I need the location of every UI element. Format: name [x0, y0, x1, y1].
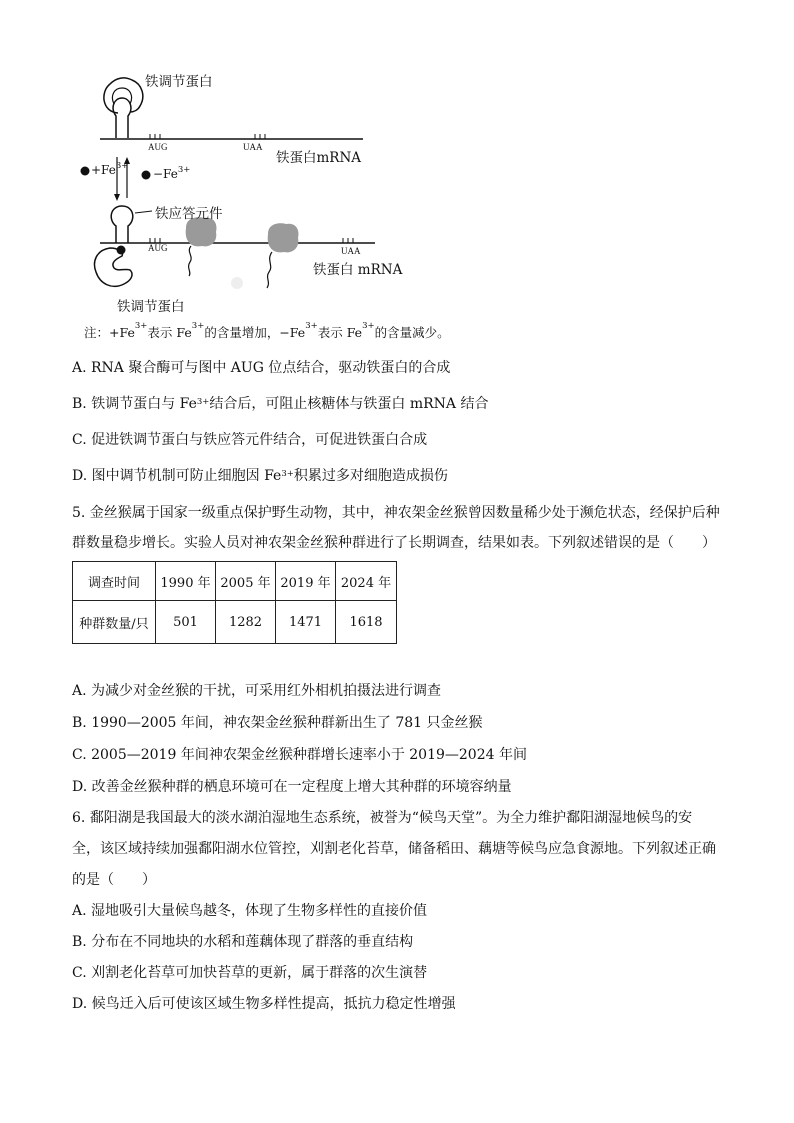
top-regulatory-protein-shape	[104, 78, 143, 113]
bottom-protein-label: 铁调节蛋白	[117, 299, 185, 315]
q6-option-b: B. 分布在不同地块的水稻和莲藕体现了群落的垂直结构	[72, 934, 414, 950]
top-uaa-label: UAA	[243, 142, 263, 152]
table-cell: 1618	[336, 601, 397, 644]
ire-label: 铁应答元件	[155, 206, 223, 222]
q6-stem-line1: 6. 鄱阳湖是我国最大的淡水湖泊湿地生态系统，被誉为“候鸟天堂”。为全力维护鄱阳湖湿地候鸟的安	[72, 810, 693, 826]
plus-fe-label: $+Fe^{3+}$	[91, 161, 129, 177]
table-cell: 501	[156, 601, 216, 644]
table-cell: 1471	[276, 601, 336, 644]
q5-stem-line2: 群数量稳步增长。实验人员对神农架金丝猴种群进行了长期调查，结果如表。下列叙述错误的是（ ）	[72, 535, 716, 551]
bottom-aug-label: AUG	[148, 243, 168, 253]
bottom-hairpin-loop	[111, 206, 133, 243]
q5-option-a: A. 为减少对金丝猴的干扰，可采用红外相机拍摄法进行调查	[72, 683, 442, 699]
q6-stem-line2: 全，该区域持续加强鄱阳湖水位管控，刈割老化苔草，储备稻田、藕塘等候鸟应急食源地。下列叙述正确	[72, 841, 716, 857]
q6-option-a: A. 湿地吸引大量候鸟越冬，体现了生物多样性的直接价值	[72, 903, 428, 919]
q5-stem-line1: 5. 金丝猴属于国家一级重点保护野生动物，其中，神农架金丝猴曾因数量稀少处于濒危状态，经保护后种	[72, 505, 720, 521]
top-protein-label: 铁调节蛋白	[145, 74, 213, 90]
q4-option-c: C. 促进铁调节蛋白与铁应答元件结合，可促进铁蛋白合成	[72, 432, 428, 448]
table-cell: 调查时间	[73, 562, 156, 601]
ribosome-2	[267, 223, 299, 288]
table-header-row	[73, 562, 397, 601]
top-aug-label: AUG	[148, 142, 168, 152]
diagram-note: 注：$+Fe^{3+}$表示 $Fe^{3+}$的含量增加，$-Fe^{3+}$表示 $Fe^{3+}$的含量减少。	[84, 321, 450, 340]
iron-bound-dot	[117, 246, 126, 255]
table-cell: 2024 年	[336, 562, 397, 601]
top-hairpin-loop	[113, 98, 131, 138]
q6-stem-line3: 的是（ ）	[72, 872, 156, 888]
table-cell: 2005 年	[216, 562, 276, 601]
table-cell: 2019 年	[276, 562, 336, 601]
q5-option-c: C. 2005—2019 年间神农架金丝猴种群增长速率小于 2019—2024 年间	[72, 747, 527, 763]
table-cell: 种群数量/只	[73, 601, 156, 644]
iron-dot-plus	[81, 167, 90, 176]
top-mrna-label: 铁蛋白mRNA	[276, 150, 362, 166]
iron-dot-minus	[142, 171, 151, 180]
q4-option-a: A. RNA 聚合酶可与图中 AUG 位点结合，驱动铁蛋白的合成	[72, 360, 451, 376]
q6-option-c: C. 刈割老化苔草可加快苔草的更新，属于群落的次生演替	[72, 965, 428, 981]
population-table	[72, 561, 397, 644]
table-cell: 1990 年	[156, 562, 216, 601]
bottom-uaa-label: UAA	[341, 246, 361, 256]
q5-option-b: B. 1990—2005 年间，神农架金丝猴种群新出生了 781 只金丝猴	[72, 715, 483, 731]
table-row	[73, 601, 397, 644]
q5-option-d: D. 改善金丝猴种群的栖息环境可在一定程度上增大其种群的环境容纳量	[72, 779, 512, 795]
bottom-mrna-label: 铁蛋白 mRNA	[313, 262, 403, 278]
q6-option-d: D. 候鸟迁入后可使该区域生物多样性提高，抵抗力稳定性增强	[72, 996, 456, 1012]
q4-option-b: B. 铁调节蛋白与 $Fe^{3+}$结合后，可阻止核糖体与铁蛋白 mRNA 结合	[72, 396, 489, 412]
q4-option-d: D. 图中调节机制可防止细胞因 $Fe^{3+}$积累过多对细胞造成损伤	[72, 468, 448, 484]
ribosome-1	[186, 217, 217, 276]
minus-fe-label: $-Fe^{3+}$	[153, 165, 191, 181]
free-regulatory-protein-shape	[95, 248, 132, 286]
table-cell: 1282	[216, 601, 276, 644]
